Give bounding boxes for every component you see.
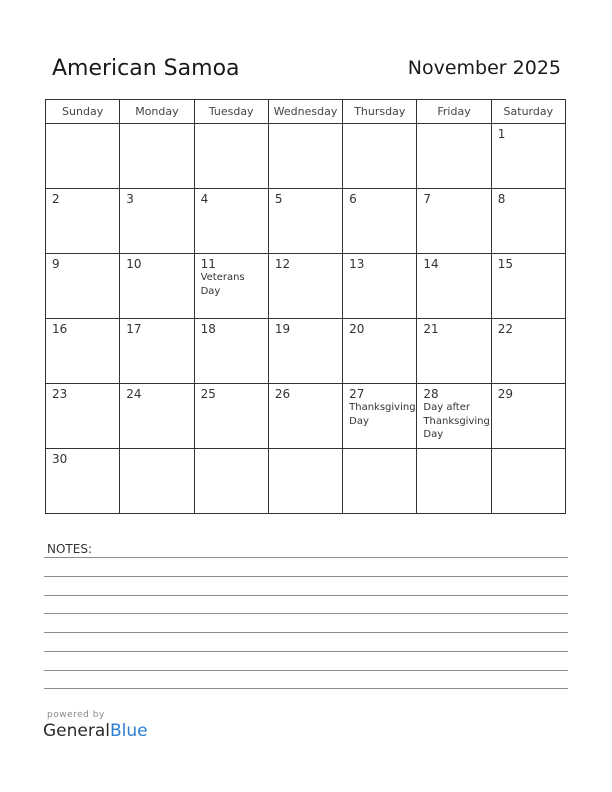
holiday-label: Thanksgiving [423,415,490,427]
day-cell [46,384,120,449]
day-cell [46,449,120,514]
holiday-label: Day [423,429,444,440]
note-line [44,613,568,614]
day-number: 11 [200,257,216,271]
day-cell-content [417,189,490,206]
day-cell-content [269,449,342,452]
empty-day-cell [268,124,342,189]
day-number: 20 [349,322,365,336]
day-cell [268,189,342,254]
day-cell-content [343,449,416,452]
day-cell-content [46,124,119,127]
day-cell [194,319,268,384]
weekday-sunday: Sunday [46,100,120,124]
day-cell-content [120,319,193,336]
day-cell-content [120,124,193,127]
day-cell-content [46,189,119,206]
day-number: 18 [200,322,216,336]
day-cell-content [269,254,342,271]
day-number: 5 [274,192,283,206]
empty-day-cell [417,124,491,189]
day-cell [491,384,565,449]
day-number: 28 [423,387,439,401]
day-cell-content [417,124,490,127]
day-cell-content [269,319,342,336]
day-cell-content [269,124,342,127]
day-cell [417,384,491,449]
day-number: 24 [126,387,142,401]
day-cell-content [492,319,565,336]
day-cell [268,384,342,449]
day-cell [491,124,565,189]
day-number: 19 [274,322,291,336]
day-number: 1 [497,127,506,141]
day-number: 21 [423,322,439,336]
day-cell [268,319,342,384]
week-row [46,319,566,384]
day-cell [268,254,342,319]
day-number: 23 [52,387,68,401]
brand-blue-text: Blue [110,721,148,741]
brand-logo [43,721,148,741]
day-cell [491,254,565,319]
notes-label: NOTES: [47,542,92,556]
day-cell [343,254,417,319]
day-cell-content [492,189,565,206]
day-cell-content [269,189,342,206]
day-cell-content [343,189,416,206]
day-cell-content [120,384,193,401]
region-title: American Samoa [52,56,240,81]
day-cell [46,189,120,254]
day-number: 7 [423,192,432,206]
day-cell-content [195,319,268,336]
day-number: 25 [200,387,216,401]
day-cell [343,319,417,384]
day-cell-content [120,449,193,452]
day-number: 12 [274,257,291,271]
day-number: 8 [497,192,506,206]
note-line [44,651,568,652]
note-line [44,632,568,633]
note-line [44,557,568,558]
day-cell [120,319,194,384]
holiday-label: Veterans [200,272,245,283]
day-number: 9 [52,257,60,271]
day-cell-content [417,254,490,271]
day-number: 26 [274,387,291,401]
note-line [44,576,568,577]
day-cell [194,384,268,449]
day-number: 3 [126,192,134,206]
day-number: 13 [349,257,365,271]
day-cell [417,319,491,384]
day-number: 15 [497,257,513,271]
empty-day-cell [343,124,417,189]
empty-day-cell [491,449,565,514]
day-cell-content [492,254,565,271]
day-cell [194,254,268,319]
weekday-saturday: Saturday [491,100,565,124]
day-cell [491,189,565,254]
empty-day-cell [120,124,194,189]
day-cell-content [343,124,416,127]
day-number: 6 [349,192,357,206]
weekday-tuesday: Tuesday [194,100,268,124]
empty-day-cell [268,449,342,514]
day-cell-content [46,384,119,401]
day-number: 29 [497,387,513,401]
day-cell-content [120,189,193,206]
day-cell-content [46,449,119,466]
day-cell-content [492,449,565,452]
holiday-label: Thanksgiving [349,402,416,413]
day-cell [417,189,491,254]
day-cell [417,254,491,319]
empty-day-cell [343,449,417,514]
day-cell [46,254,120,319]
day-number: 22 [497,322,513,336]
day-cell [46,319,120,384]
day-cell-content [46,254,119,271]
empty-day-cell [46,124,120,189]
day-cell-content [120,254,193,271]
day-cell [343,384,417,449]
day-number: 16 [52,322,68,336]
day-number: 27 [349,387,365,401]
day-cell [120,384,194,449]
month-year-title: November 2025 [407,57,561,79]
day-number: 17 [126,322,142,336]
powered-by-text: powered by [47,710,105,720]
weekday-friday: Friday [417,100,491,124]
weekday-header-row [46,100,566,124]
day-cell-content [195,124,268,127]
day-cell-content [195,449,268,452]
brand-general-text: General [43,721,110,741]
holiday-label: Day [349,415,369,427]
calendar-grid [45,99,566,514]
day-number: 14 [423,257,439,271]
day-cell-content [343,319,416,336]
week-row [46,384,566,449]
day-cell [194,189,268,254]
day-cell-content [195,254,268,298]
empty-day-cell [194,449,268,514]
day-cell [343,189,417,254]
empty-day-cell [194,124,268,189]
day-number: 2 [52,192,60,206]
week-row [46,449,566,514]
day-cell-content [343,254,416,271]
day-cell-content [417,449,490,452]
day-number: 4 [200,192,209,206]
holiday-label: Day after [423,402,470,413]
week-row [46,189,566,254]
empty-day-cell [417,449,491,514]
day-cell-content [195,189,268,206]
day-cell-content [417,384,490,442]
day-cell [120,189,194,254]
day-cell-content [269,384,342,401]
empty-day-cell [120,449,194,514]
week-row [46,254,566,319]
day-number: 10 [126,257,142,271]
day-cell [491,319,565,384]
day-cell-content [46,319,119,336]
day-cell [120,254,194,319]
day-cell-content [417,319,490,336]
day-cell-content [492,124,565,141]
note-line [44,688,568,689]
day-cell-content [343,384,416,428]
note-line [44,670,568,671]
day-cell-content [195,384,268,401]
note-line [44,595,568,596]
holiday-label: Day [200,285,221,297]
week-row [46,124,566,189]
weekday-wednesday: Wednesday [268,100,342,124]
day-cell-content [492,384,565,401]
weekday-thursday: Thursday [343,100,417,124]
day-number: 30 [52,452,68,466]
weekday-monday: Monday [120,100,194,124]
